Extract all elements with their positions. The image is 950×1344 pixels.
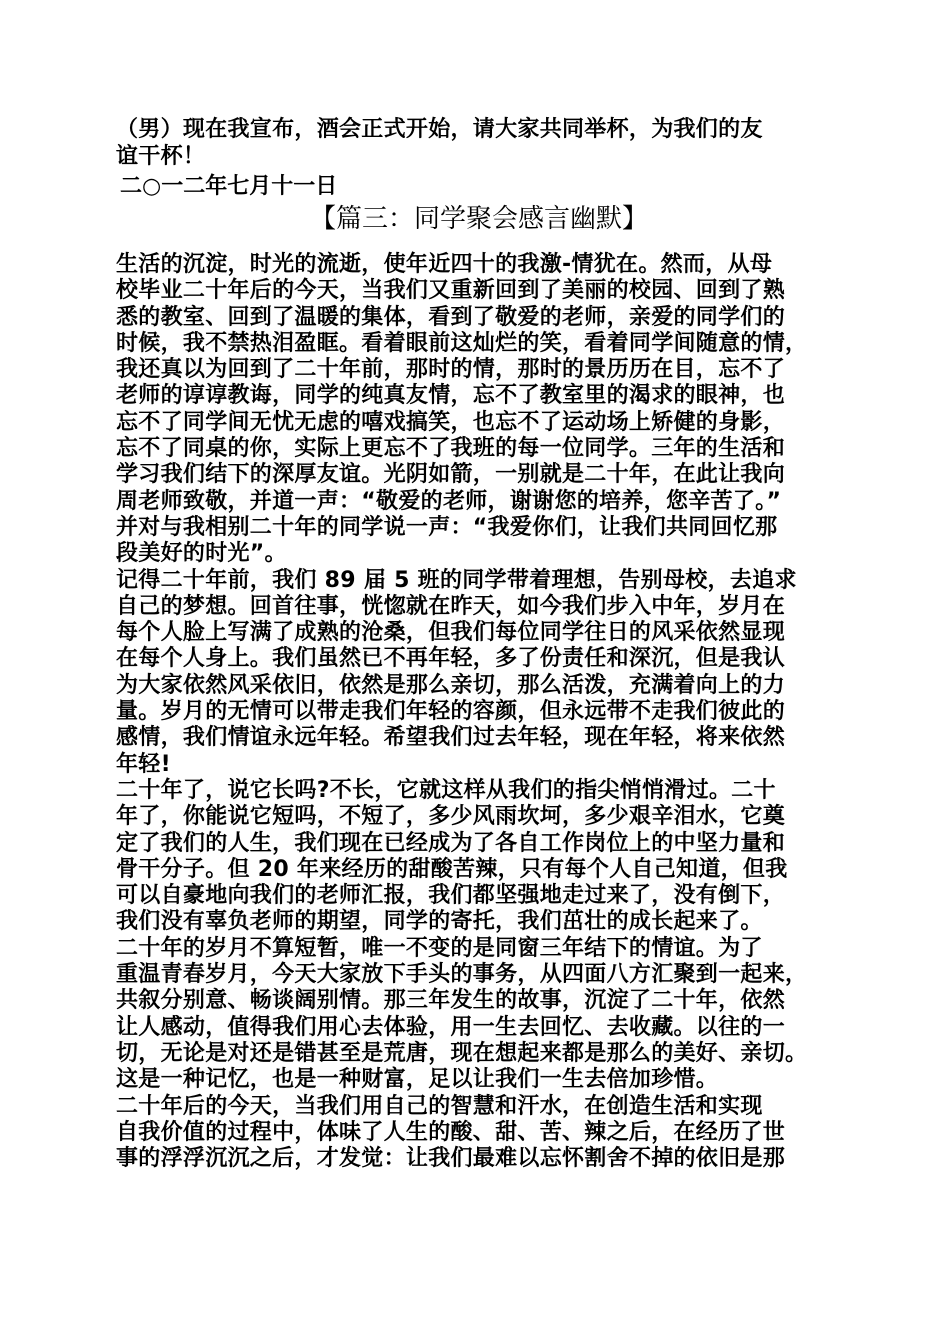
paragraph-line: 可以自豪地向我们的老师汇报，我们都坚强地走过来了，没有倒下，	[116, 883, 786, 909]
paragraph-4	[116, 936, 842, 1094]
paragraph-line: 忘不了同桌的你，实际上更忘不了我班的每一位同学。三年的生活和	[116, 436, 786, 462]
paragraph-line: 记得二十年前，我们 89 届 5 班的同学带着理想，告别母校，去追求	[116, 567, 797, 593]
paragraph-2	[116, 568, 842, 778]
paragraph-line: 我还真以为回到了二十年前，那时的情，那时的景历历在目，忘不了	[116, 357, 786, 383]
intro-line: 谊干杯！	[116, 144, 206, 169]
paragraph-line: 感情，我们情谊永远年轻。希望我们过去年轻，现在年轻，将来依然	[116, 725, 786, 751]
paragraph-line: 这是一种记忆，也是一种财富，足以让我们一生去倍加珍惜。	[116, 1067, 719, 1093]
paragraph-3	[116, 778, 842, 936]
paragraph-line: 忘不了同学间无忧无虑的嘻戏搞笑，也忘不了运动场上矫健的身影，	[116, 409, 786, 435]
intro-paragraph	[116, 116, 842, 170]
paragraph-line: 时候，我不禁热泪盈眶。看着眼前这灿烂的笑，看着同学间随意的情，	[116, 330, 808, 356]
paragraph-line: 悉的教室、回到了温暖的集体，看到了敬爱的老师，亲爱的同学们的	[116, 304, 786, 330]
paragraph-line: 学习我们结下的深厚友谊。光阴如箭，一别就是二十年，在此让我向	[116, 462, 786, 488]
paragraph-line: 我们没有辜负老师的期望，同学的寄托，我们茁壮的成长起来了。	[116, 909, 763, 935]
paragraph-line: 共叙分别意、畅谈阔别情。那三年发生的故事，沉淀了二十年，依然	[116, 988, 786, 1014]
paragraph-line: 校毕业二十年后的今天，当我们又重新回到了美丽的校园、回到了熟	[116, 278, 786, 304]
paragraph-line: 自己的梦想。回首往事，恍惚就在昨天，如今我们步入中年，岁月在	[116, 593, 786, 619]
paragraph-line: 并对与我相别二十年的同学说一声：“我爱你们，让我们共同回忆那	[116, 514, 778, 540]
paragraph-line: 二十年后的今天，当我们用自己的智慧和汗水，在创造生活和实现	[116, 1093, 763, 1119]
date-line: 二○一二年七月十一日	[120, 174, 338, 199]
paragraph-5	[116, 1094, 842, 1173]
paragraph-line: 段美好的时光”。	[116, 541, 287, 567]
paragraph-line: 重温青春岁月，今天大家放下手头的事务，从四面八方汇聚到一起来，	[116, 962, 808, 988]
paragraph-line: 周老师致敬，并道一声：“敬爱的老师，谢谢您的培养，您辛苦了。”	[116, 488, 782, 514]
paragraph-line: 年轻!	[116, 751, 171, 777]
paragraph-line: 每个人脸上写满了成熟的沧桑，但我们每位同学往日的风采依然显现	[116, 620, 786, 646]
paragraph-line: 二十年的岁月不算短暂，唯一不变的是同窗三年结下的情谊。为了	[116, 935, 763, 961]
paragraph-line: 切，无论是对还是错甚至是荒唐，现在想起来都是那么的美好、亲切。	[116, 1040, 808, 1066]
paragraph-line: 自我价值的过程中，体味了人生的酸、甜、苦、辣之后，在经历了世	[116, 1119, 786, 1145]
paragraph-line: 在每个人身上。我们虽然已不再年轻，多了份责任和深沉，但是我认	[116, 646, 786, 672]
paragraph-line: 年了，你能说它短吗，不短了，多少风雨坎坷，多少艰辛泪水，它奠	[116, 804, 786, 830]
paragraph-line: 让人感动，值得我们用心去体验，用一生去回忆、去收藏。以往的一	[116, 1014, 786, 1040]
section-heading: 【篇三：同学聚会感言幽默】	[309, 204, 648, 234]
paragraph-line: 骨干分子。但 20 年来经历的甜酸苦辣，只有每个人自己知道，但我	[116, 856, 788, 882]
paragraph-line: 二十年了，说它长吗?不长，它就这样从我们的指尖悄悄滑过。二十	[116, 777, 776, 803]
paragraph-line: 量。岁月的无情可以带走我们年轻的容颜，但永远带不走我们彼此的	[116, 699, 786, 725]
paragraph-line: 为大家依然风采依旧，依然是那么亲切，那么活泼，充满着向上的力	[116, 672, 786, 698]
paragraph-line: 老师的谆谆教诲，同学的纯真友情，忘不了教室里的渴求的眼神，也	[116, 383, 786, 409]
document-body	[116, 116, 842, 1172]
intro-line: （男）现在我宣布，酒会正式开始，请大家共同举杯，为我们的友	[116, 117, 763, 142]
paragraph-line: 事的浮浮沉沉之后，才发觉：让我们最难以忘怀割舍不掉的依旧是那	[116, 1146, 786, 1172]
paragraph-line: 生活的沉淀，时光的流逝，使年近四十的我激-情犹在。然而，从母	[116, 252, 773, 277]
paragraph-line: 定了我们的人生，我们现在已经成为了各自工作岗位上的中坚力量和	[116, 830, 786, 856]
paragraph-1	[116, 252, 842, 568]
